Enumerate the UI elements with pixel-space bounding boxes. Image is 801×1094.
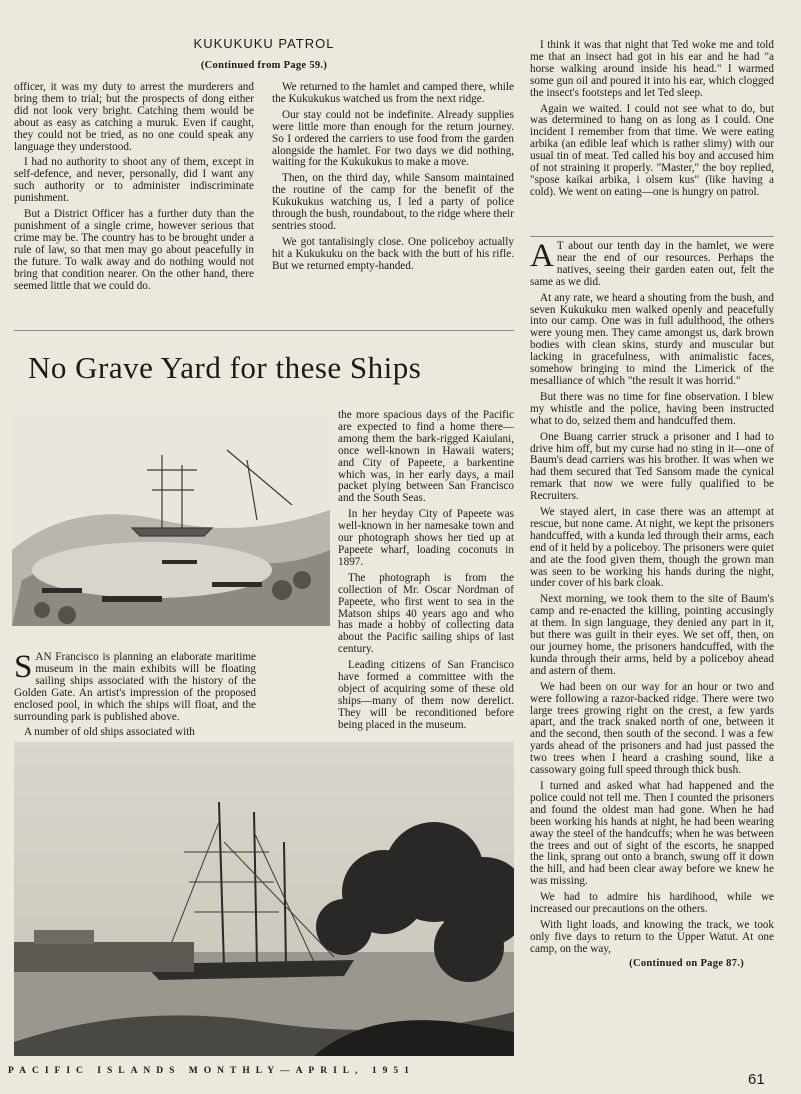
paragraph: I turned and asked what had happened and the police could not tell me. Then I counted the prisoners and found the oldest man had gone. When he had been working his hands at night, he had been wearing away the steel of the handcuffs; when he was between the trees and out of sight of the escorts, he snapped the link, sprang out onto a branch, swung off it down the hill, and had been clear away before we knew he was missing. xyxy=(530,779,774,888)
paragraph: I had no authority to shoot any of them, except in self-defence, and never, personally, did I want any such authority or to administer indiscriminate punishment. xyxy=(14,156,254,205)
continued-from: (Continued from Page 59.) xyxy=(200,60,328,71)
column-3-main xyxy=(530,238,774,970)
paragraph: We had to admire his hardihood, while we increased our precautions on the others. xyxy=(530,891,774,916)
divider xyxy=(14,330,514,331)
paragraph: We stayed alert, in case there was an attempt at rescue, but none came. At night, we kept the prisoners handcuffed, with a kunda led through their arms, each end of it held by a policeboy. The prisoners were quiet and ate the food given them, though the grown man was seen to be working his hands during the night, under cover of his bark cloak. xyxy=(530,506,774,590)
article-title: KUKUKUKU PATROL xyxy=(193,36,335,51)
paragraph: We returned to the hamlet and camped there, while the Kukukukus watched us from the next ridge. xyxy=(272,81,514,105)
article-header xyxy=(14,36,514,51)
ship-photograph xyxy=(14,742,514,1056)
paragraph: Again we waited. I could not see what to do, but was determined to hang on as long as I could. One incident I remember from that time. We were eating arbika (an edible leaf which is rather slimy) with our usual tin of meat. Ted called his boy and accused him of not straining it properly. "Master," the boy replied, "spose kaikai arbika, i olsem kus" (like having a cold). We went on eating—one is hungry on patrol. xyxy=(530,102,774,198)
continued-on: (Continued on Page 87.) xyxy=(629,957,744,969)
drop-cap: S xyxy=(14,649,33,685)
footer-publication: PACIFIC ISLANDS MONTHLY—APRIL, 1951 xyxy=(8,1066,415,1076)
paragraph: Leading citizens of San Francisco have formed a committee with the object of acquiring some of these old ships—many of them now derelict. They will be reconditioned before being placed in the museum. xyxy=(338,659,514,731)
article-right-column xyxy=(338,410,514,736)
paragraph: Next morning, we took them to the site of Baum's camp and re-enacted the killing, pointing accusingly at them. In sign language, they denied any part in it, but there was guilt in their eyes. We set off, then, on our journey home, the prisoners handcuffed, with the kunda through their arms, held by a policeboy ahead and astern of them. xyxy=(530,593,774,677)
paragraph: But a District Officer has a further duty than the punishment of a single crime, however serious that crime may be. The country has to be brought under a rule of law, so that men may go about peacefully in the future. To walk away and do nothing would not bring that condition nearer. On the other hand, there seemed little that we could do. xyxy=(14,208,254,292)
paragraph: With light loads, and knowing the track, we took only five days to return to the Upper Watut. At one camp, on the way, xyxy=(530,918,774,955)
paragraph: We had been on our way for an hour or two and were following a razor-backed ridge. There were two large trees growing right on the crest, a few yards apart, and the track snaked north of one, between it and the second, then south of the second. I was a few yards ahead of the prisoners and had just passed the two trees when I heard a crashing sound, like a cassowary going full speed through thick bush. xyxy=(530,680,774,777)
paragraph: A number of old ships associated with xyxy=(24,726,195,739)
paragraph: Then, on the third day, while Sansom maintained the routine of the camp for the benefit of the Kukukukus watching us, I led a party of police through the bush, roundabout, to the ridge where their sentries stood. xyxy=(272,172,514,232)
paragraph: But there was no time for fine observation. I blew my whistle and the police, having been instructed what to do, seized them and handcuffed them. xyxy=(530,390,774,427)
column-3-top xyxy=(530,40,774,203)
drop-cap: A xyxy=(530,238,554,274)
paragraph: I think it was that night that Ted woke me and told me that an insect had got in his ear and he had "a horse walking around inside his head." I warmed some gun oil and poured it into his ear, which clogged the insect's footsteps and let Ted sleep. xyxy=(530,39,774,99)
page-number: 61 xyxy=(748,1071,765,1088)
paragraph: The photograph is from the collection of Mr. Oscar Nordman of Papeete, who first went to sea in the Matson ships 40 years ago and who has made a hobby of collecting data about the Pacific sailing ships of last century. xyxy=(338,571,514,656)
paragraph: the more spacious days of the Pacific are expected to find a home there—among them the bark-rigged Kaiulani, once well-known in Hawaii waters; and City of Papeete, a barkentine which was, in her early days, a mail packet plying between San Francisco and the South Seas. xyxy=(338,409,514,505)
paragraph: Our stay could not be indefinite. Already supplies were little more than enough for the return journey. So I ordered the carriers to use food from the garden alongside the hamlet. For two days we did nothing, waiting for the Kukukukus to make a move. xyxy=(272,108,514,169)
article-left-column xyxy=(14,649,256,743)
museum-illustration xyxy=(12,410,330,626)
paragraph: T about our tenth day in the hamlet, we were near the end of our resources. Perhaps the natives, seeing their garden eaten out, felt the same as we did. xyxy=(530,240,774,288)
paragraph: We got tantalisingly close. One policeboy actually hit a Kukukuku on the back with the butt of his rifle. But we returned empty-handed. xyxy=(272,235,514,272)
paragraph: In her heyday City of Papeete was well-known in her namesake town and our photograph shows her tied up at Papeete wharf, loading coconuts in 1897. xyxy=(338,508,514,568)
column-1 xyxy=(14,82,254,296)
column-2 xyxy=(272,82,514,277)
paragraph: AN Francisco is planning an elaborate maritime museum in the main exhibits will be floating sailing ships associated with the history of the Golden Gate. An artist's impression of the proposed enclosed pool, in which the ships will float, and the surrounding park is published above. xyxy=(14,651,256,723)
headline: No Grave Yard for these Ships xyxy=(28,350,422,385)
paragraph: At any rate, we heard a shouting from the bush, and seven Kukukuku men walked openly and peacefully into our camp. One was in full adulthood, the others were young men. They came amongst us, dark brown bodies with clean skins, sturdy and muscular but lacking in gracefulness, with animalistic faces, somehow bringing to mind the Limerick of the mesalliance of which "the result it was horrid." xyxy=(530,291,774,387)
divider xyxy=(530,236,774,237)
paragraph: officer, it was my duty to arrest the murderers and bring them to trial; but the prospects of dong either did not look very bright. Catching them would be about as easy as catching a muruk. Even if caught, they could not be tried, as no one could speak any language they understood. xyxy=(14,81,254,153)
paragraph: One Buang carrier struck a prisoner and I had to drive him off, but my curse had no sting in it—one of Baum's dead carriers was his brother. It was when we had them secured that Ted Sansom made the cynical remark that now we were fully qualified to be Recruiters. xyxy=(530,430,774,503)
